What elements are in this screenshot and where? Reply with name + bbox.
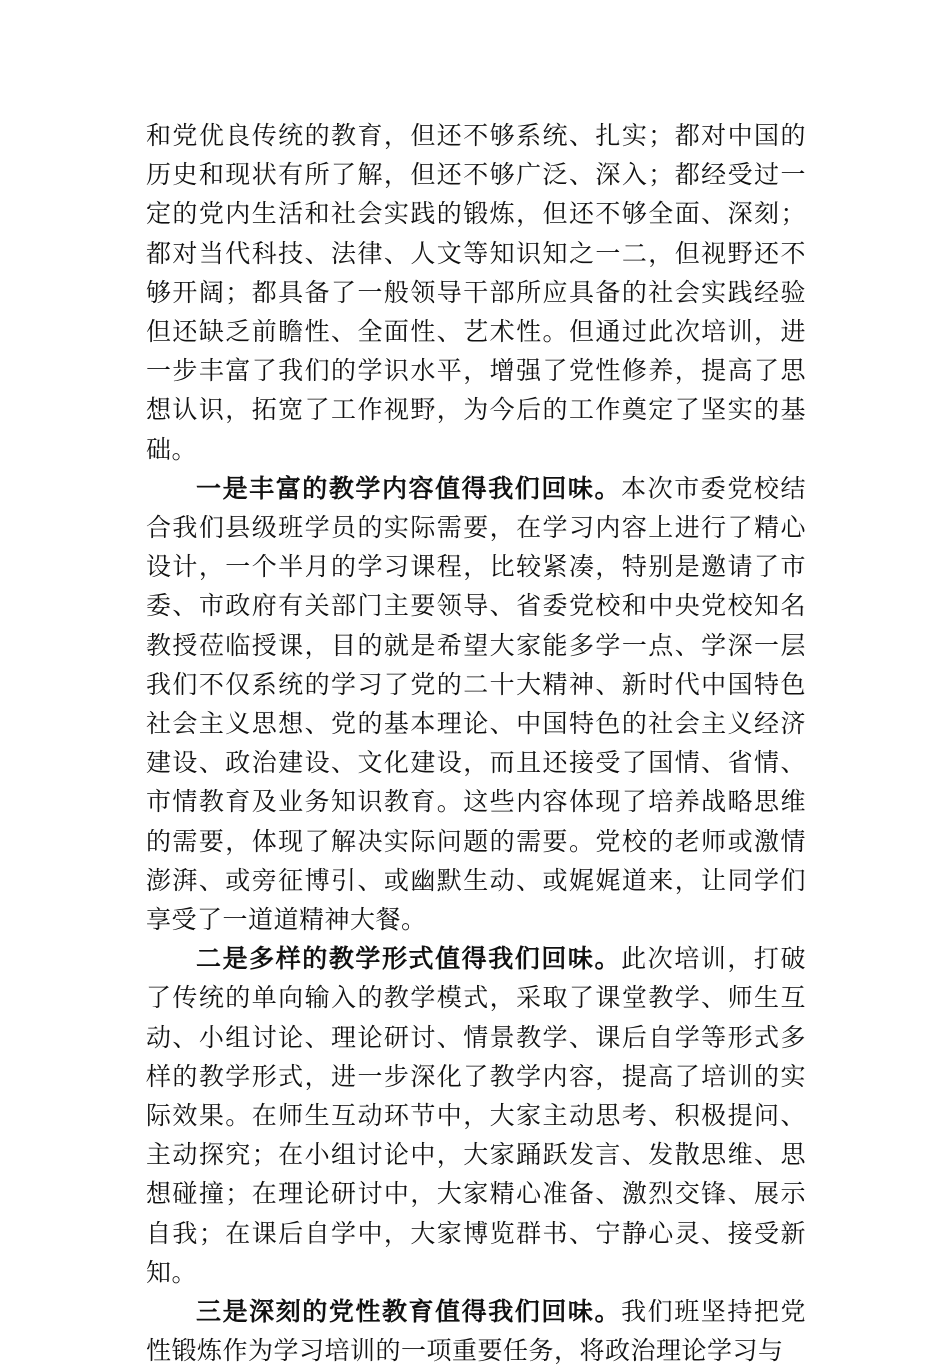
paragraph-continuation [146, 116, 806, 469]
paragraph-text: 本次市委党校结合我们县级班学员的实际需要，在学习内容上进行了精心设计，一个半月的学习课程，比较紧凑，特别是邀请了市委、市政府有关部门主要领导、省委党校和中央党校知名教授莅临授课，目的就是希望大家能多学一点、学深一层我们不仅系统的学习了党的二十大精神、新时代中国特色社会主义思想、党的基本理论、中国特色的社会主义经济建设、政治建设、文化建设，而且还接受了国情、省情、市情教育及业务知识教育。这些内容体现了培养战略思维的需要，体现了解决实际问题的需要。党校的老师或激情澎湃、或旁征博引、或幽默生动、或娓娓道来，让同学们享受了一道道精神大餐。 [146, 473, 806, 935]
paragraph-text: 和党优良传统的教育，但还不够系统、扎实；都对中国的历史和现状有所了解，但还不够广泛、深入；都经受过一定的党内生活和社会实践的锻炼，但还不够全面、深刻；都对当代科技、法律、人文等知识知之一二，但视野还不够开阔；都具备了一般领导干部所应具备的社会实践经验但还缺乏前瞻性、全面性、艺术性。但通过此次培训，进一步丰富了我们的学识水平，增强了党性修养，提高了思想认识，拓宽了工作视野，为今后的工作奠定了坚实的基础。 [146, 121, 806, 464]
paragraph-point-two [146, 939, 806, 1292]
paragraph-point-one [146, 469, 806, 939]
document-body [146, 116, 806, 1371]
paragraph-lead-heading: 一是丰富的教学内容值得我们回味。 [196, 473, 622, 503]
paragraph-point-three [146, 1292, 806, 1370]
paragraph-lead-heading: 三是深刻的党性教育值得我们回味。 [196, 1297, 622, 1327]
paragraph-lead-heading: 二是多样的教学形式值得我们回味。 [196, 944, 622, 974]
paragraph-text: 此次培训，打破了传统的单向输入的教学模式，采取了课堂教学、师生互动、小组讨论、理论研讨、情景教学、课后自学等形式多样的教学形式，进一步深化了教学内容，提高了培训的实际效果。在师生互动环节中，大家主动思考、积极提问、主动探究；在小组讨论中，大家踊跃发言、发散思维、思想碰撞；在理论研讨中，大家精心准备、激烈交锋、展示自我；在课后自学中，大家博览群书、宁静心灵、接受新知。 [146, 944, 806, 1287]
paragraph-text: 我们班坚持把党性锻炼作为学习培训的一项重要任务，将政治理论学习与 [146, 1297, 806, 1366]
